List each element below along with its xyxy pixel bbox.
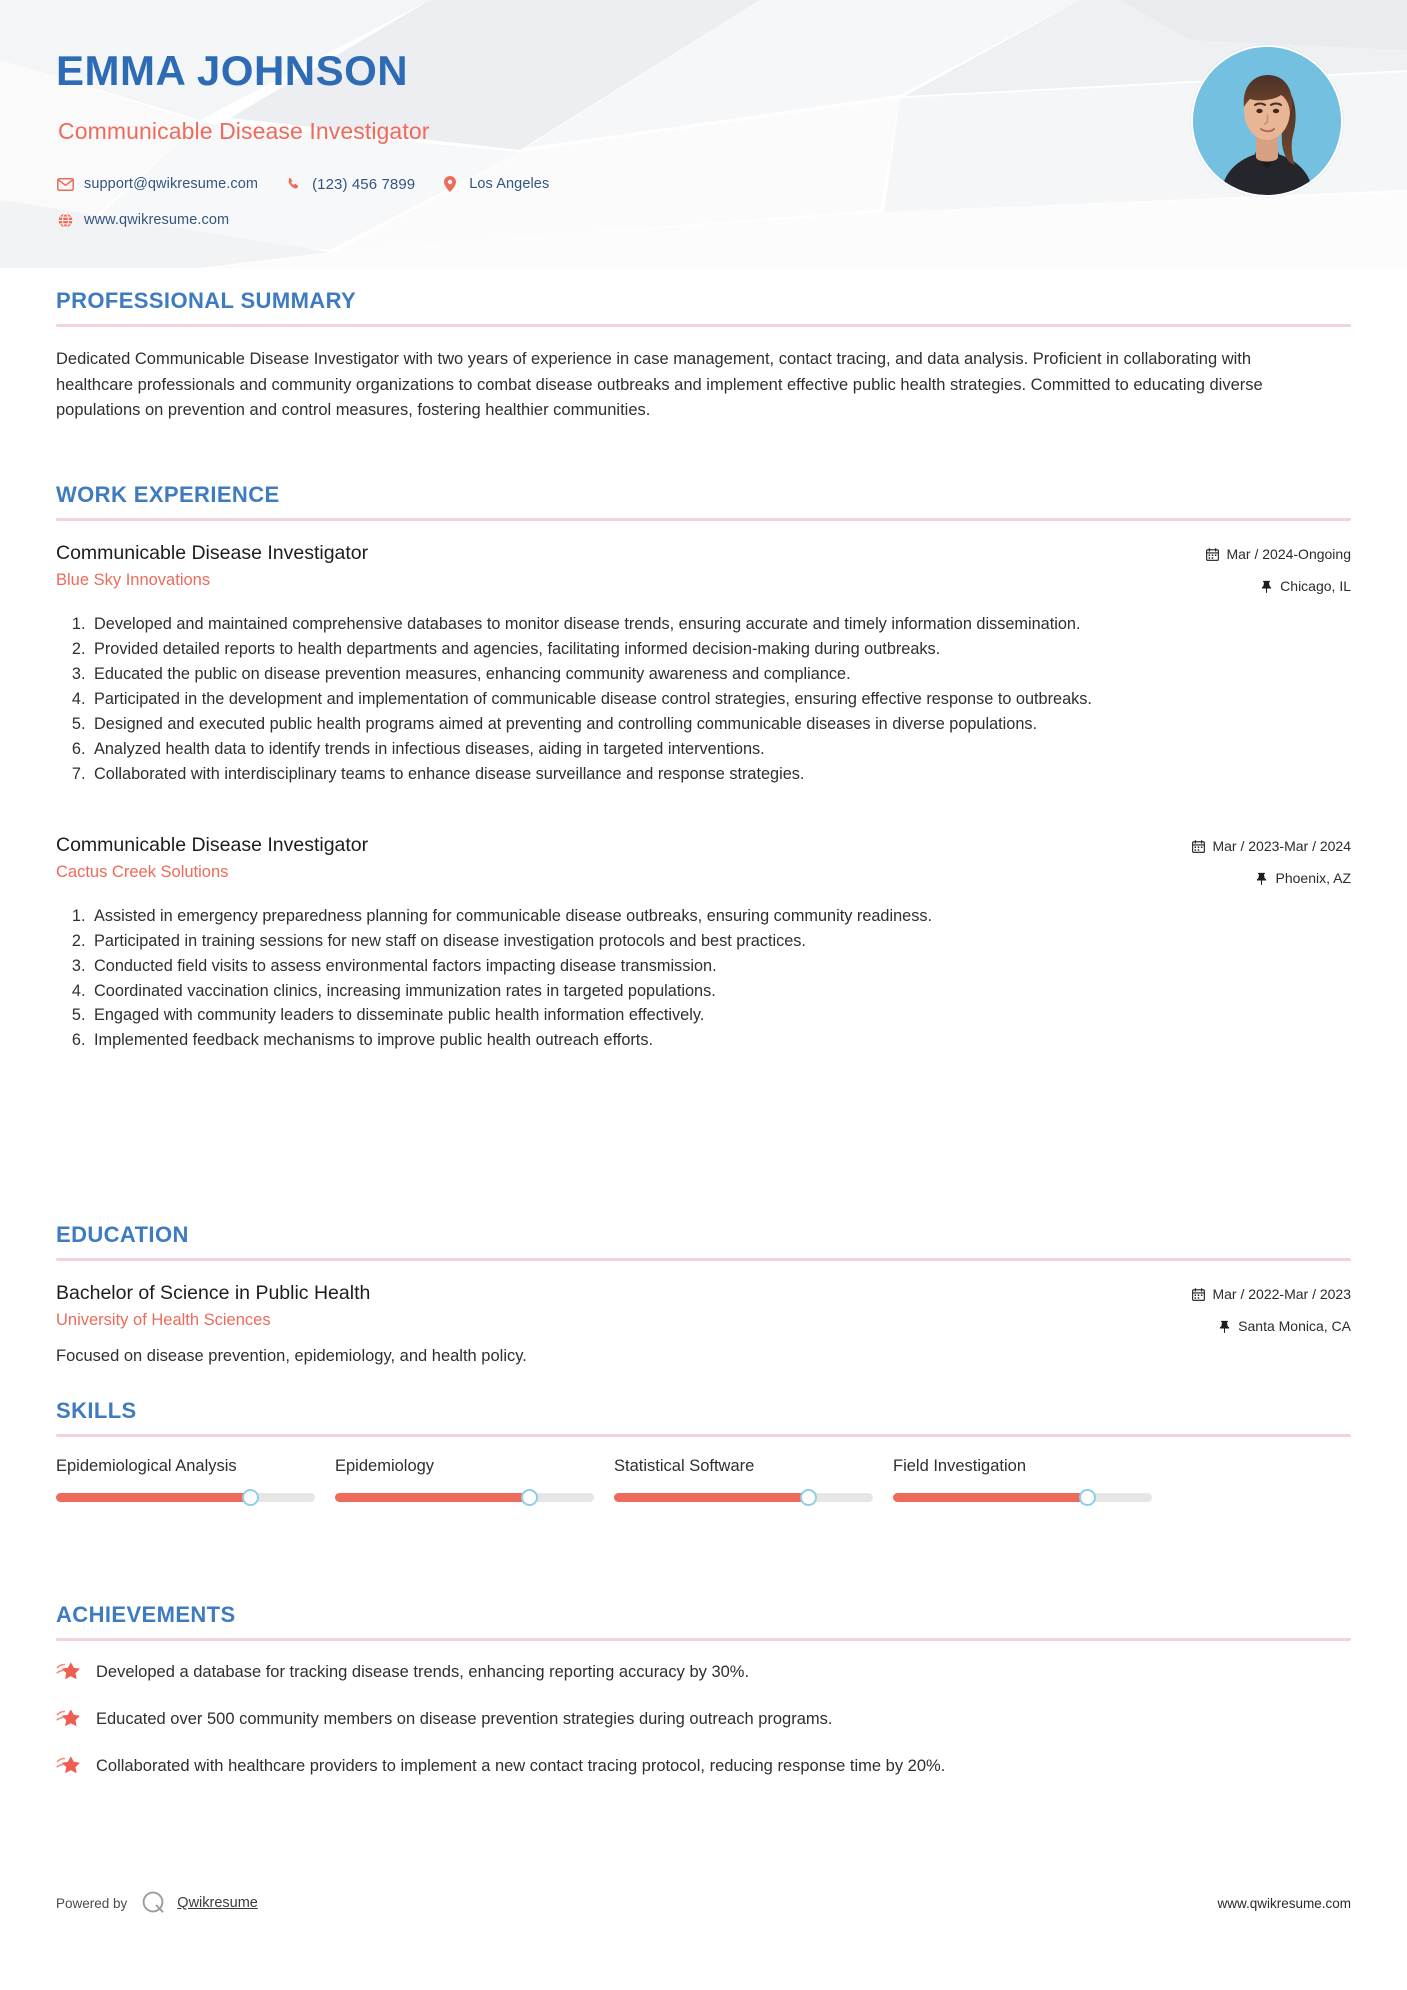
list-item: 3. Educated the public on disease prevention measures, enhancing community awareness and compliance. <box>90 663 1351 687</box>
work-dates <box>1205 544 1351 565</box>
list-item: 4. Participated in the development and implementation of communicable disease control strategies, ensuring effective response to outbreaks. <box>90 688 1351 712</box>
skill-item <box>893 1457 1152 1502</box>
achievement-item <box>56 1755 1351 1778</box>
list-item: 6. Implemented feedback mechanisms to improve public health outreach efforts. <box>90 1029 1351 1053</box>
education-entry-header <box>56 1281 1351 1337</box>
header-job-title: Communicable Disease Investigator <box>58 118 430 144</box>
calendar-icon <box>1205 548 1219 562</box>
skill-label: Epidemiology <box>335 1457 435 1475</box>
star-icon <box>56 1754 82 1778</box>
skill-progress-track[interactable] <box>893 1493 1152 1502</box>
skill-progress-knob[interactable] <box>800 1489 817 1506</box>
section-skills <box>56 1398 1351 1502</box>
work-entry <box>56 541 1351 787</box>
list-item: 7. Collaborated with interdisciplinary teams to enhance disease surveillance and response strategies. <box>90 763 1351 787</box>
skill-item <box>56 1457 315 1502</box>
contact-phone-text: (123) 456 7899 <box>312 175 416 193</box>
globe-icon <box>56 211 74 229</box>
education-location-text: Santa Monica, CA <box>1238 1318 1351 1334</box>
work-location-text: Chicago, IL <box>1280 578 1351 594</box>
contact-row-secondary <box>56 211 255 229</box>
skill-progress-track[interactable] <box>56 1493 315 1502</box>
work-bullets <box>56 905 1351 1054</box>
achievement-item <box>56 1708 1351 1731</box>
section-title-education: EDUCATION <box>56 1222 189 1247</box>
contact-email-text: support@qwikresume.com <box>84 176 259 192</box>
contact-row-primary <box>56 175 575 193</box>
work-company: Blue Sky Innovations <box>56 571 211 590</box>
section-divider <box>56 1258 1351 1261</box>
skill-item <box>335 1457 594 1502</box>
page-title: EMMA JOHNSON <box>56 47 409 94</box>
work-bullets <box>56 613 1351 787</box>
list-item: 4. Coordinated vaccination clinics, increasing immunization rates in targeted populations. <box>90 980 1351 1004</box>
work-location <box>1205 576 1351 597</box>
work-entry-meta <box>1191 833 1351 889</box>
section-work-experience <box>56 482 1351 1054</box>
pushpin-icon <box>1259 580 1273 594</box>
work-dates-text: Mar / 2023-Mar / 2024 <box>1212 837 1351 854</box>
footer-website[interactable]: www.qwikresume.com <box>1217 1895 1351 1911</box>
envelope-icon <box>56 175 74 193</box>
section-divider <box>56 1638 1351 1641</box>
skill-progress-fill <box>56 1493 250 1502</box>
skill-progress-knob[interactable] <box>242 1489 259 1506</box>
page-footer <box>56 1890 1351 1916</box>
skill-progress-track[interactable] <box>614 1493 873 1502</box>
work-entry-meta <box>1205 541 1351 597</box>
contact-website[interactable] <box>56 211 229 229</box>
skill-progress-fill <box>893 1493 1087 1502</box>
pushpin-icon <box>1255 871 1269 885</box>
skill-label: Statistical Software <box>614 1457 755 1475</box>
qwikresume-logo-icon <box>141 1890 167 1916</box>
work-dates-text: Mar / 2024-Ongoing <box>1226 546 1351 562</box>
work-dates <box>1191 836 1351 857</box>
skill-progress-knob[interactable] <box>521 1489 538 1506</box>
education-dates <box>1191 1284 1351 1305</box>
achievement-text: Developed a database for tracking disease trends, enhancing reporting accuracy by 30%. <box>96 1663 750 1681</box>
list-item: 2. Provided detailed reports to health departments and agencies, facilitating informed decision-making during outbreaks. <box>90 638 1351 662</box>
list-item: 6. Analyzed health data to identify trends in infectious diseases, aiding in targeted interventions. <box>90 738 1351 762</box>
skill-progress-track[interactable] <box>335 1493 594 1502</box>
skills-grid <box>56 1457 1351 1502</box>
work-location-text: Phoenix, AZ <box>1275 869 1351 886</box>
list-item: 1. Assisted in emergency preparedness planning for communicable disease outbreaks, ensuring community readiness. <box>90 905 1351 929</box>
contact-location <box>441 175 549 193</box>
star-icon <box>56 1707 82 1731</box>
education-dates-text: Mar / 2022-Mar / 2023 <box>1212 1286 1351 1302</box>
calendar-icon <box>1191 1288 1205 1302</box>
education-description: Focused on disease prevention, epidemiology, and health policy. <box>56 1347 527 1365</box>
contact-website-text: www.qwikresume.com <box>84 212 230 228</box>
section-title-summary: PROFESSIONAL SUMMARY <box>56 288 357 313</box>
list-item: 3. Conducted field visits to assess environmental factors impacting disease transmission. <box>90 955 1351 979</box>
section-divider <box>56 518 1351 521</box>
work-entry-header <box>56 541 1351 597</box>
resume-header <box>0 0 1407 268</box>
work-entry-header <box>56 833 1351 889</box>
education-entry-meta <box>1191 1281 1351 1337</box>
section-achievements <box>56 1602 1351 1778</box>
powered-by-label: Powered by <box>56 1895 128 1911</box>
list-item: 5. Designed and executed public health programs aimed at preventing and controlling communicable diseases in diverse populations. <box>90 713 1351 737</box>
qwikresume-link[interactable]: Qwikresume <box>177 1895 258 1911</box>
footer-brand <box>56 1890 258 1916</box>
location-pin-icon <box>441 175 459 193</box>
work-role: Communicable Disease Investigator <box>56 542 369 564</box>
achievement-text: Collaborated with healthcare providers to implement a new contact tracing protocol, reducing response time by 20%. <box>96 1757 946 1776</box>
section-professional-summary <box>56 288 1351 424</box>
contact-phone[interactable] <box>284 175 415 193</box>
contact-location-text: Los Angeles <box>469 176 550 192</box>
achievement-text: Educated over 500 community members on disease prevention strategies during outreach programs. <box>96 1710 833 1729</box>
work-location <box>1191 868 1351 889</box>
work-entry-left <box>56 541 1205 591</box>
skill-label: Field Investigation <box>893 1457 1026 1475</box>
summary-text: Dedicated Communicable Disease Investigator with two years of experience in case management, contact tracing, and data analysis. Proficient in collaborating with healthcare professionals and community organizations to combat disease outbreaks and implement effective public health strategies. Committed to educating diverse populations on prevention and control measures, fostering healthier communities. <box>56 350 1263 420</box>
list-item: 1. Developed and maintained comprehensive databases to monitor disease trends, ensuring accurate and timely information dissemination. <box>90 613 1351 637</box>
avatar <box>1191 45 1343 197</box>
work-entry <box>56 833 1351 1054</box>
work-role: Communicable Disease Investigator <box>56 833 369 856</box>
education-entry <box>56 1281 1351 1366</box>
skill-progress-fill <box>335 1493 529 1502</box>
calendar-icon <box>1191 839 1205 853</box>
education-school: University of Health Sciences <box>56 1311 271 1330</box>
work-company: Cactus Creek Solutions <box>56 863 229 882</box>
education-location <box>1191 1316 1351 1337</box>
skill-item <box>614 1457 873 1502</box>
section-title-skills: SKILLS <box>56 1398 137 1423</box>
contact-email[interactable] <box>56 175 258 193</box>
list-item: 5. Engaged with community leaders to disseminate public health information effectively. <box>90 1004 1351 1028</box>
phone-icon <box>284 175 302 193</box>
section-divider <box>56 1434 1351 1437</box>
skill-label: Epidemiological Analysis <box>56 1457 237 1475</box>
skill-progress-fill <box>614 1493 808 1502</box>
education-degree: Bachelor of Science in Public Health <box>56 1282 371 1304</box>
achievement-item <box>56 1661 1351 1684</box>
list-item: 2. Participated in training sessions for new staff on disease investigation protocols and best practices. <box>90 930 1351 954</box>
star-icon <box>56 1660 82 1684</box>
skill-progress-knob[interactable] <box>1079 1489 1096 1506</box>
section-education <box>56 1222 1351 1366</box>
section-title-achievements: ACHIEVEMENTS <box>56 1602 236 1627</box>
education-entry-left <box>56 1281 1191 1331</box>
pushpin-icon <box>1217 1320 1231 1334</box>
section-title-work: WORK EXPERIENCE <box>56 482 280 507</box>
work-entry-left <box>56 833 1191 883</box>
section-divider <box>56 324 1351 327</box>
